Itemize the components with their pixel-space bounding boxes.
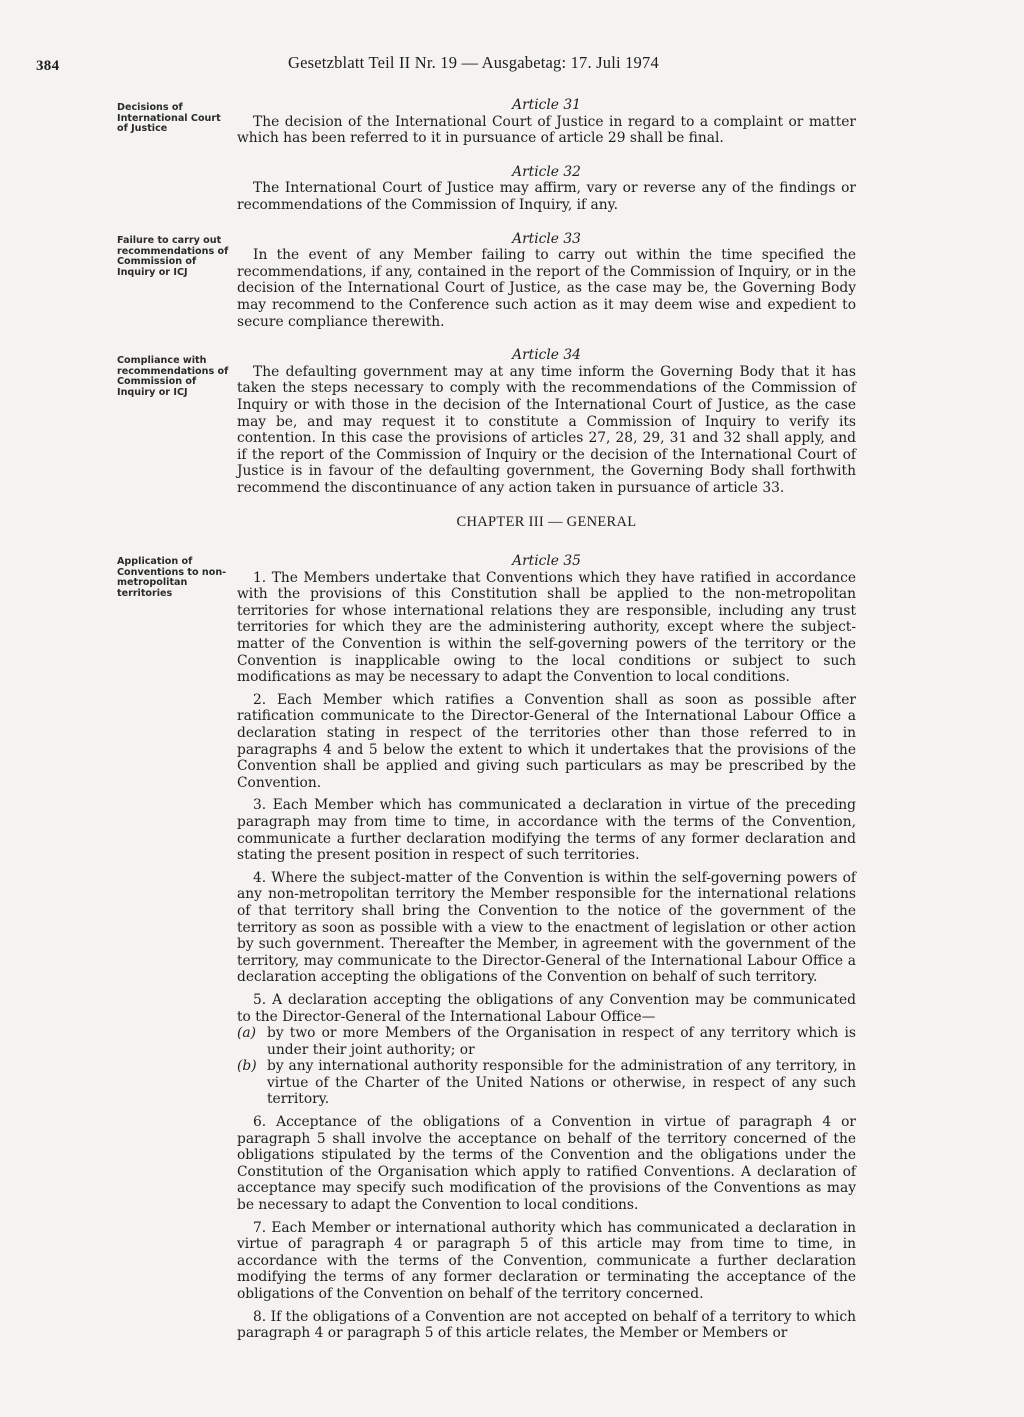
article-33: [237, 231, 856, 331]
article-title: Article 33: [512, 230, 581, 247]
chapter-heading: CHAPTER III — GENERAL: [456, 514, 637, 531]
list-item-b: [237, 1058, 856, 1108]
article-paragraph: The International Court of Justice may affirm, vary or reverse any of the findings or recommendations of the Commission of Inquiry, if any.: [237, 180, 856, 213]
article-paragraph-8: 8. If the obligations of a Convention are not accepted on behalf of a territory to which paragraph 4 or paragraph 5 of this article relates, the Member or Members or: [237, 1308, 856, 1342]
margin-note-decisions-icj: Decisions of International Court of Justice: [117, 102, 221, 135]
article-paragraph: The decision of the International Court of Justice in regard to a complaint or matter which has been referred to it in pursuance of article 29 shall be final.: [237, 113, 856, 147]
article-31: [237, 97, 856, 147]
article-title: Article 34: [512, 347, 581, 364]
margin-note-failure-to-carry-out: Failure to carry out recommendations of Commission of Inquiry or ICJ: [117, 235, 229, 278]
article-paragraph-6: 6. Acceptance of the obligations of a Convention in virtue of paragraph 4 or paragraph 5 shall involve the acceptance on behalf of the territory concerned of the obligations stipulated by the terms of the Convention and the obligations under the Constitution of the Organisation which apply to ratified Conventions. A declaration of acceptance may specify such modification of the provisions of the Conventions as may be necessary to adapt the Convention to local conditions.: [237, 1114, 856, 1214]
list-item-label: (b): [237, 1058, 257, 1075]
article-paragraph-1: 1. The Members undertake that Conventions which they have ratified in accordance with the provisions of this Constitution shall be applied to the non-metropolitan territories for whose international relations they are responsible, including any trust territories for which they are the administering authority, except where the subject-matter of the Convention is within the self-governing powers of the territory or the Convention is inapplicable owing to the local conditions or subject to such modifications as may be necessary to adapt the Convention to local conditions.: [237, 569, 856, 686]
article-paragraph-3: 3. Each Member which has communicated a declaration in virtue of the preceding paragraph may from time to time, in accordance with the terms of the Convention, communicate a further declaration modifying the terms of any former declaration and stating the present position in respect of such territories.: [237, 797, 856, 864]
article-paragraph: In the event of any Member failing to carry out within the time specified the recommendations, if any, contained in the report of the Commission of Inquiry, or in the decision of the International Court of Justice, as the case may be, the Governing Body may recommend to the Conference such action as it may deem wise and expedient to secure compliance therewith.: [237, 247, 856, 330]
article-paragraph-5: 5. A declaration accepting the obligations of any Convention may be communicated to the Director-General of the International Labour Office—: [237, 991, 856, 1025]
article-paragraph-4: 4. Where the subject-matter of the Convention is within the self-governing powers of any non-metropolitan territory the Member responsible for the international relations of that territory shall bring the Convention to the notice of the government of the territory as soon as possible with a view to the enactment of legislation or other action by such government. Thereafter the Member, in agreement with the government of the territory, may communicate to the Director-General of the International Labour Office a declaration accepting the obligations of the Convention on behalf of such territory.: [237, 869, 856, 986]
article-paragraph-2: 2. Each Member which ratifies a Convention shall as soon as possible after ratification communicate to the Director-General of the International Labour Office a declaration stating in respect of the territories other than those referred to in paragraphs 4 and 5 below the extent to which it undertakes that the provisions of the Convention shall be applied and giving such particulars as may be prescribed by the Convention.: [237, 691, 856, 791]
running-header: Gesetzblatt Teil II Nr. 19 — Ausgabetag: 17. Juli 1974: [288, 53, 659, 72]
article-35: [237, 553, 856, 1342]
list-item-text: by any international authority responsible for the administration of any territory, in virtue of the Charter of the United Nations or otherwise, in respect of any such territory.: [267, 1058, 856, 1108]
article-paragraph: The defaulting government may at any time inform the Governing Body that it has taken the steps necessary to comply with the recommendations of the Commission of Inquiry or with those in the decision of the International Court of Justice, as the case may be, and may request it to constitute a Commission of Inquiry to verify its contention. In this case the provisions of articles 27, 28, 29, 31 and 32 shall apply, and if the report of the Commission of Inquiry or the decision of the International Court of Justice is in favour of the defaulting government, the Governing Body shall forthwith recommend the discontinuance of any action taken in pursuance of article 33.: [237, 363, 856, 496]
article-34: [237, 347, 856, 496]
page-number: 384: [36, 58, 60, 74]
margin-note-application-of-conventions: Application of Conventions to non-metropolitan territories: [117, 556, 227, 599]
article-32: [237, 164, 856, 214]
list-item-text: by two or more Members of the Organisation in respect of any territory which is under their joint authority; or: [267, 1025, 856, 1058]
list-item-label: (a): [237, 1025, 256, 1042]
article-title: Article 32: [512, 163, 581, 180]
article-title: Article 31: [512, 97, 581, 113]
list-item-a: [237, 1025, 856, 1058]
margin-note-compliance: Compliance with recommendations of Commission of Inquiry or ICJ: [117, 355, 229, 398]
main-text-column: [237, 97, 856, 1342]
article-paragraph-7: 7. Each Member or international authority which has communicated a declaration in virtue of paragraph 4 or paragraph 5 of this article may from time to time, in accordance with the terms of the Convention, communicate a further declaration modifying the terms of any former declaration or terminating the acceptance of the obligations of the Convention on behalf of the territory concerned.: [237, 1219, 856, 1302]
article-title: Article 35: [512, 553, 581, 570]
